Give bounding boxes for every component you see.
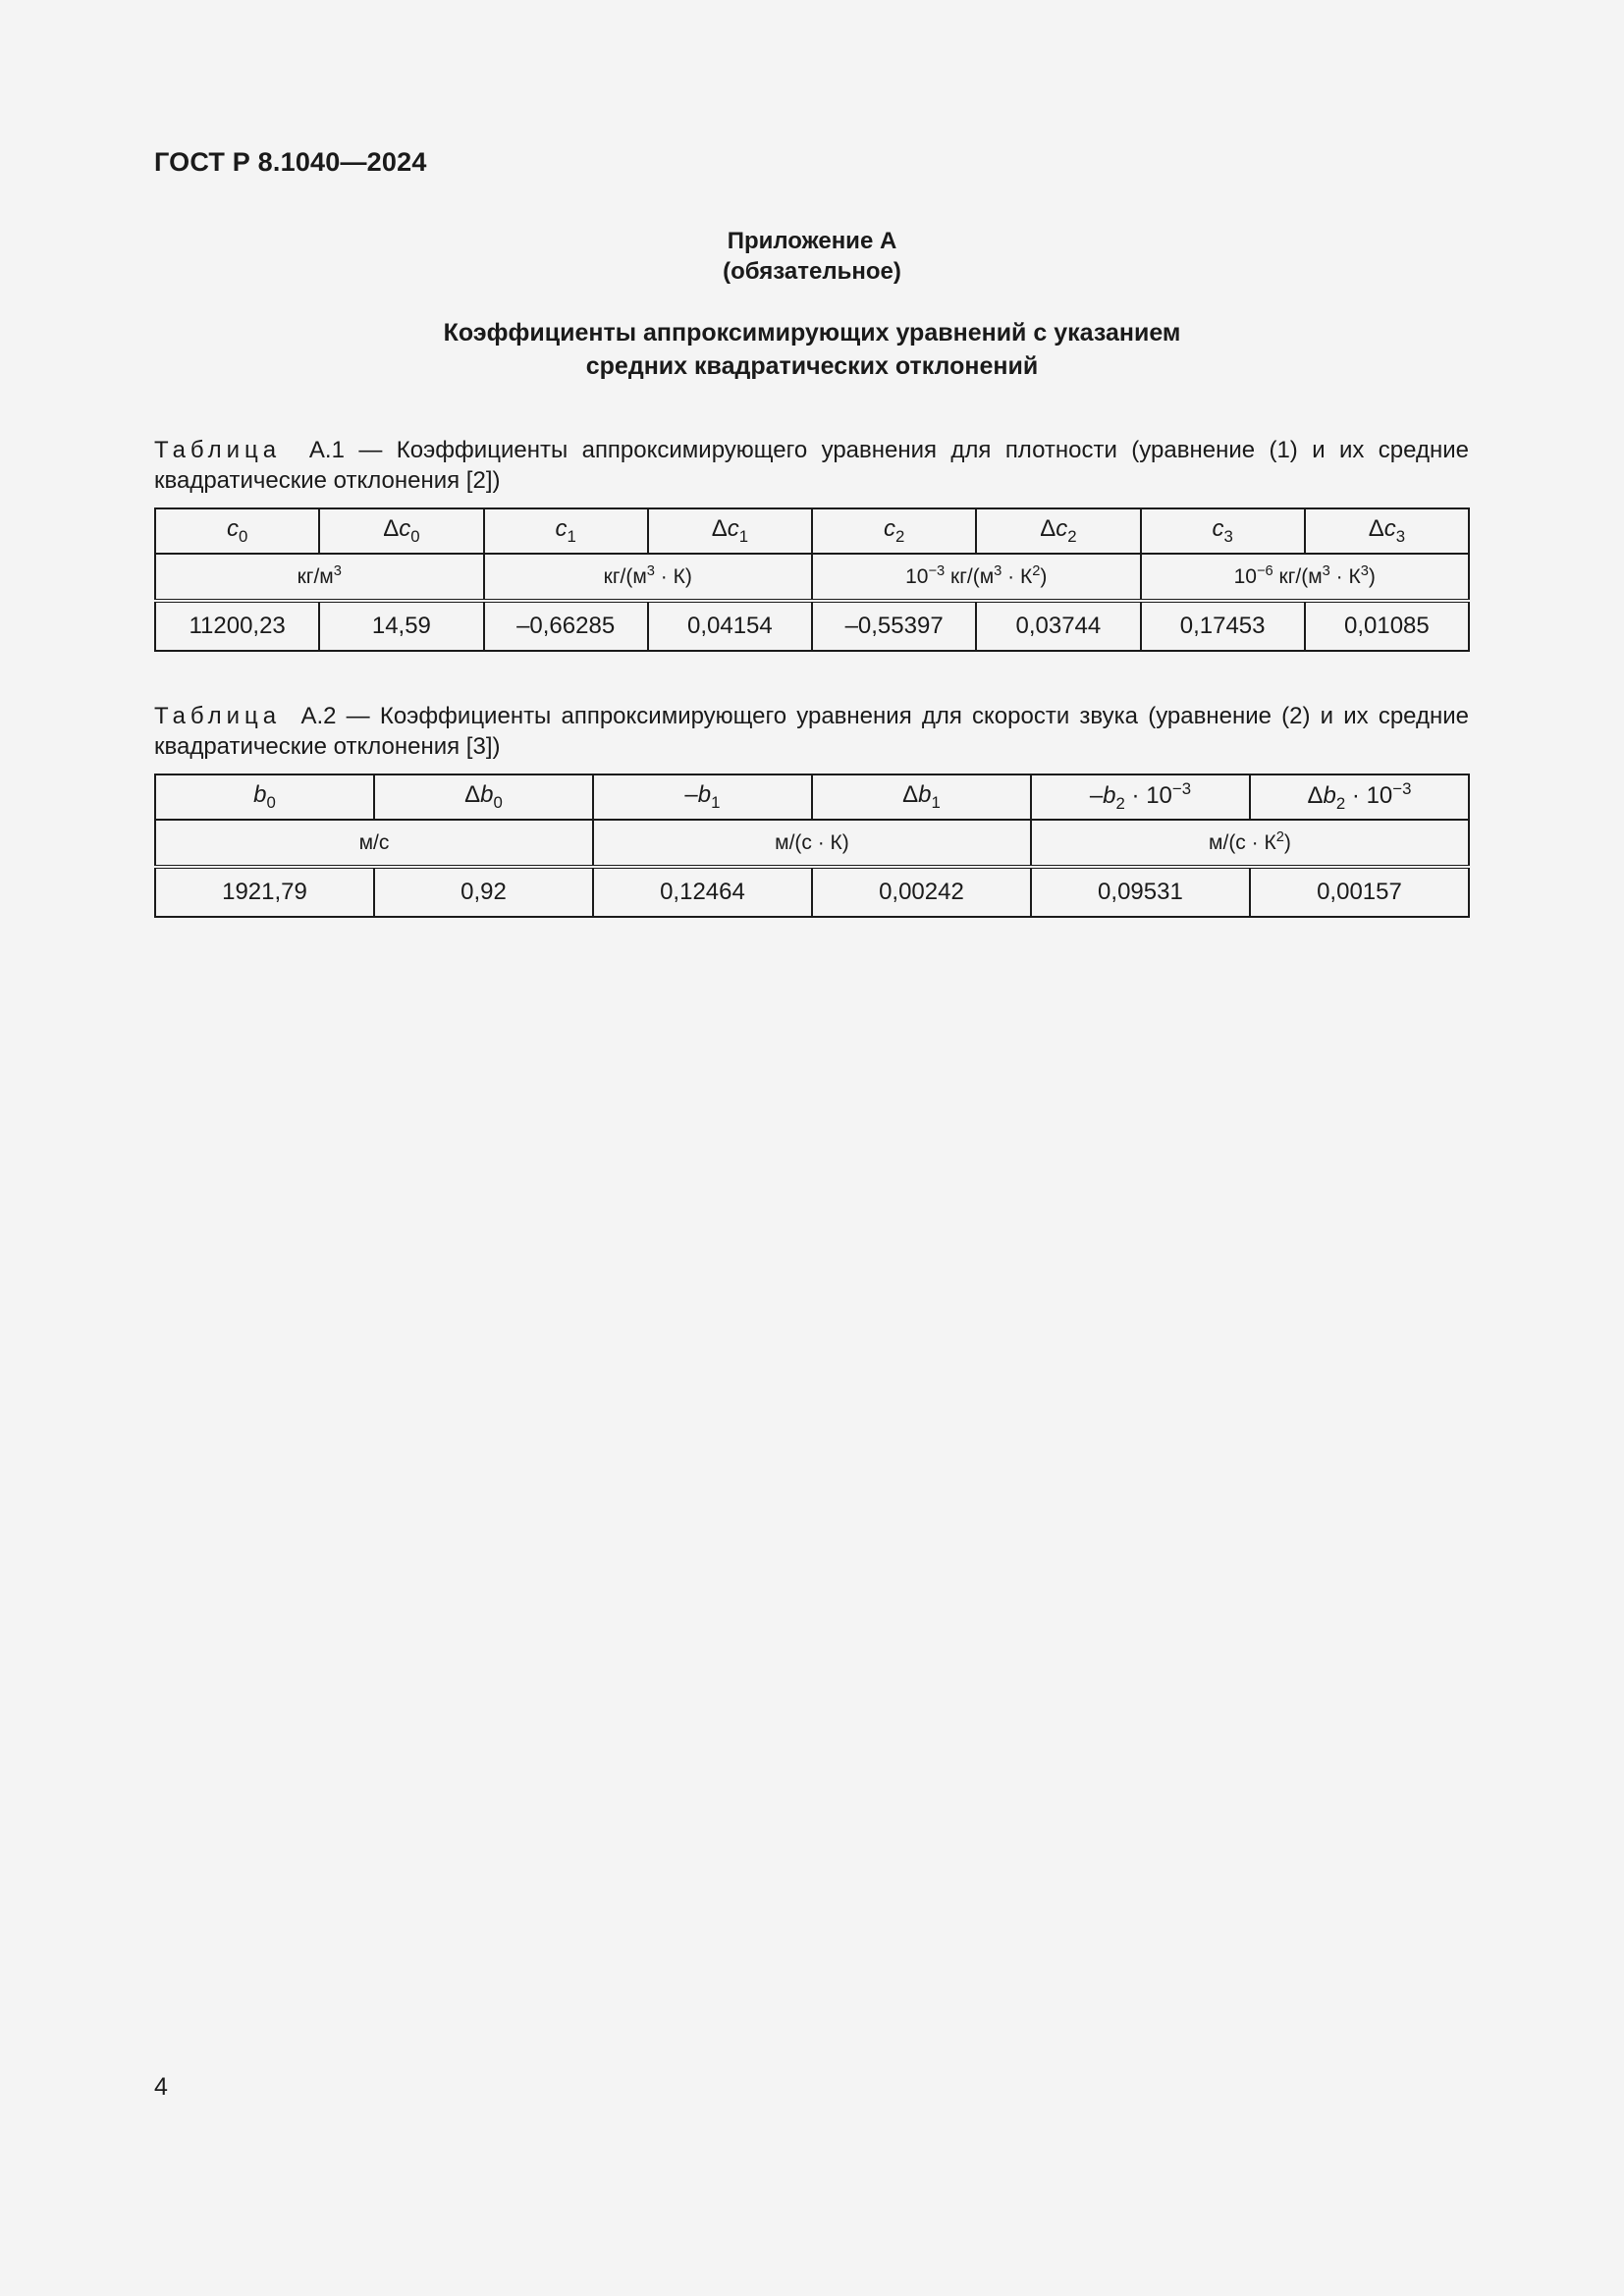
table-1-header-row — [155, 508, 1469, 554]
table-2-header-cell: $-b_1$ — [593, 774, 812, 820]
table-2-value-cell: 0,00157 — [1250, 867, 1469, 917]
table-2-header-cell: $b_0$ — [155, 774, 374, 820]
table-2-header-row — [155, 774, 1469, 820]
table-1-header-cell: $\Delta c_3$ — [1305, 508, 1469, 554]
table-2-value-cell: 0,12464 — [593, 867, 812, 917]
table-1-header-cell: $\Delta c_1$ — [648, 508, 812, 554]
section-title-line-1: Коэффициенты аппроксимирующих уравнений с указанием — [443, 319, 1181, 347]
table-1-header-cell: $\Delta c_2$ — [976, 508, 1140, 554]
table-1-label: Таблица — [154, 437, 282, 463]
table-1-value-cell: 0,17453 — [1141, 601, 1305, 651]
table-1-values-row — [155, 601, 1469, 651]
table-1-caption — [154, 435, 1469, 496]
table-1-value-cell: 0,03744 — [976, 601, 1140, 651]
table-2-unit-cell: м/(с · К) — [593, 820, 1031, 867]
table-1-caption-text: А.1 — Коэффициенты аппроксимирующего уравнения для плотности (уравнение (1) и их средние квадратические отклонения [2]) — [154, 437, 1469, 494]
table-2-header-cell: $\Delta b_2 \cdot 10^{-3}$ — [1250, 774, 1469, 820]
appendix-title: Приложение А — [727, 228, 897, 254]
table-1-unit-cell: $10^{-6}$ $кг/(м^3 \cdot К^3)$ — [1141, 554, 1470, 601]
table-2-value-cell: 1921,79 — [155, 867, 374, 917]
table-1-value-cell: –0,55397 — [812, 601, 976, 651]
table-1 — [154, 507, 1470, 652]
table-1-value-cell: 14,59 — [319, 601, 483, 651]
table-2-unit-cell: $м/(с \cdot К^2)$ — [1031, 820, 1469, 867]
table-2-label: Таблица — [154, 703, 282, 729]
table-1-value-cell: 0,01085 — [1305, 601, 1469, 651]
table-2-header-cell: $\Delta b_1$ — [812, 774, 1031, 820]
table-2-units-row — [155, 820, 1469, 867]
document-code: ГОСТ Р 8.1040—2024 — [154, 147, 427, 177]
table-2-header-cell: $\Delta b_0$ — [374, 774, 593, 820]
table-1-value-cell: 11200,23 — [155, 601, 319, 651]
table-2-values-row — [155, 867, 1469, 917]
table-2-caption — [154, 701, 1469, 762]
table-1-header-cell: $c_0$ — [155, 508, 319, 554]
table-1-value-cell: 0,04154 — [648, 601, 812, 651]
page-number: 4 — [154, 2073, 168, 2101]
table-2-header-cell: $-b_2 \cdot 10^{-3}$ — [1031, 774, 1250, 820]
section-title — [0, 316, 1624, 383]
table-2 — [154, 774, 1470, 918]
appendix-status: (обязательное) — [723, 258, 901, 285]
table-2-unit-cell: м/с — [155, 820, 593, 867]
table-1-header-cell: $c_3$ — [1141, 508, 1305, 554]
table-2-value-cell: 0,09531 — [1031, 867, 1250, 917]
table-2-value-cell: 0,00242 — [812, 867, 1031, 917]
table-1-unit-cell: $кг/(м^3 \cdot К)$ — [484, 554, 813, 601]
table-1-units-row — [155, 554, 1469, 601]
table-1-header-cell: $\Delta c_0$ — [319, 508, 483, 554]
table-1-unit-cell: $кг/м^3$ — [155, 554, 484, 601]
table-1-header-cell: $c_2$ — [812, 508, 976, 554]
appendix-heading — [0, 226, 1624, 287]
table-2-value-cell: 0,92 — [374, 867, 593, 917]
section-title-line-2: средних квадратических отклонений — [585, 352, 1039, 380]
table-1-unit-cell: $10^{-3}$ $кг/(м^3 \cdot К^2)$ — [812, 554, 1141, 601]
table-1-header-cell: $c_1$ — [484, 508, 648, 554]
table-1-value-cell: –0,66285 — [484, 601, 648, 651]
table-2-caption-text: А.2 — Коэффициенты аппроксимирующего уравнения для скорости звука (уравнение (2) и их средние квадратические отклонения [3]) — [154, 703, 1470, 760]
